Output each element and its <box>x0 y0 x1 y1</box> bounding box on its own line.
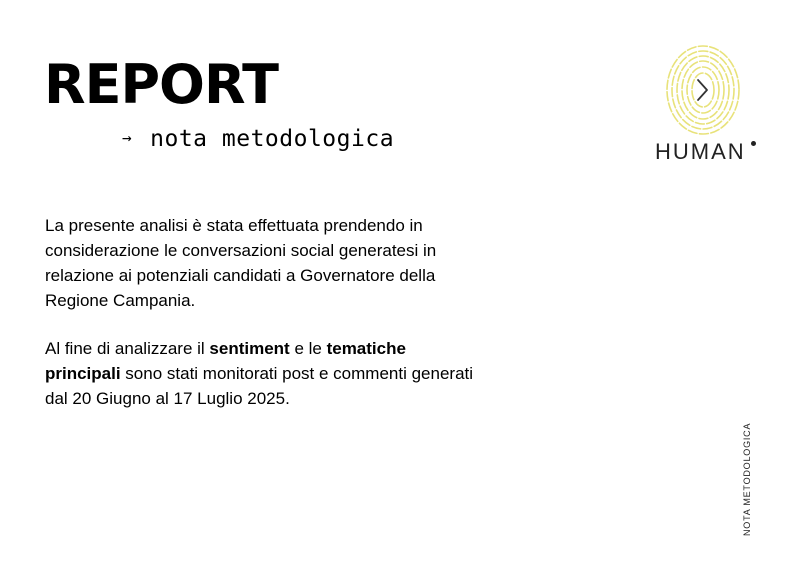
keyword-sentiment: sentiment <box>209 339 290 358</box>
paragraph-1: La presente analisi è stata effettuata prendendo in considerazione le conversazioni social generatesi in relazione ai potenziali candidati a Governatore della Regione Campania. <box>45 216 437 310</box>
side-section-label: NOTA METODOLOGICA <box>742 422 752 536</box>
subtitle-text: nota metodologica <box>150 126 395 152</box>
subtitle <box>122 128 394 151</box>
report-title: REPORT <box>44 53 278 116</box>
registered-dot <box>751 141 756 146</box>
arrow-right-icon: → <box>122 128 133 147</box>
keyword-tematiche: tematiche principali <box>45 339 406 383</box>
paragraph-2-part-3: sono stati monitorati post e commenti generati dal 20 Giugno al 17 Luglio 2025. <box>45 364 474 408</box>
paragraph-2-part-2: e le <box>289 339 327 358</box>
brand-logo-text: HUMAN <box>655 139 746 164</box>
paragraph-2-part-1: Al fine di analizzare il <box>45 339 210 358</box>
paragraph-2 <box>45 336 475 411</box>
body-text <box>45 213 475 411</box>
